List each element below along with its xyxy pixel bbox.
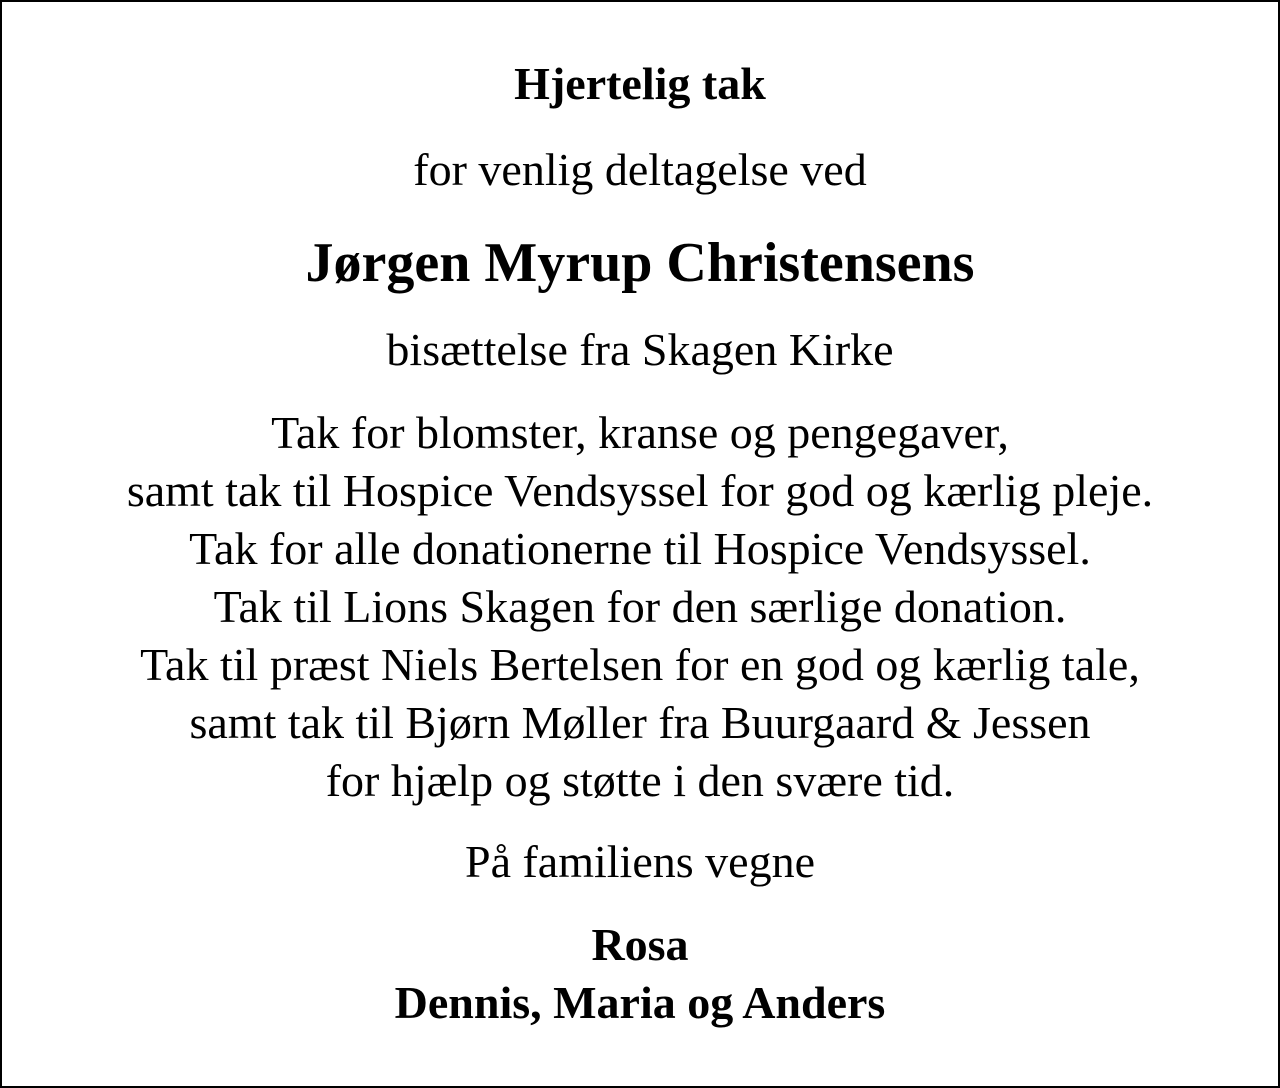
deceased-name: Jørgen Myrup Christensens: [305, 232, 975, 294]
notice-subtitle: for venlig deltagelse ved: [413, 144, 867, 195]
thanks-body: [2, 404, 1278, 810]
signatures: [2, 916, 1278, 1032]
body-line: samt tak til Bjørn Møller fra Buurgaard & Jessen: [189, 697, 1091, 748]
body-line: Tak for blomster, kranse og pengegaver,: [271, 407, 1009, 458]
body-line: samt tak til Hospice Vendsyssel for god og kærlig pleje.: [126, 465, 1154, 516]
body-line: Tak for alle donationerne til Hospice Vendsyssel.: [189, 523, 1091, 574]
notice-title: Hjertelig tak: [514, 58, 766, 109]
ceremony-place: bisættelse fra Skagen Kirke: [386, 324, 894, 375]
family-line: På familiens vegne: [464, 836, 815, 887]
body-line: Tak til Lions Skagen for den særlige donation.: [213, 581, 1067, 632]
body-line: for hjælp og støtte i den svære tid.: [325, 755, 955, 806]
body-line: Tak til præst Niels Bertelsen for en god og kærlig tale,: [140, 639, 1140, 690]
signature-line: Rosa: [591, 919, 689, 970]
signature-line: Dennis, Maria og Anders: [394, 977, 886, 1028]
